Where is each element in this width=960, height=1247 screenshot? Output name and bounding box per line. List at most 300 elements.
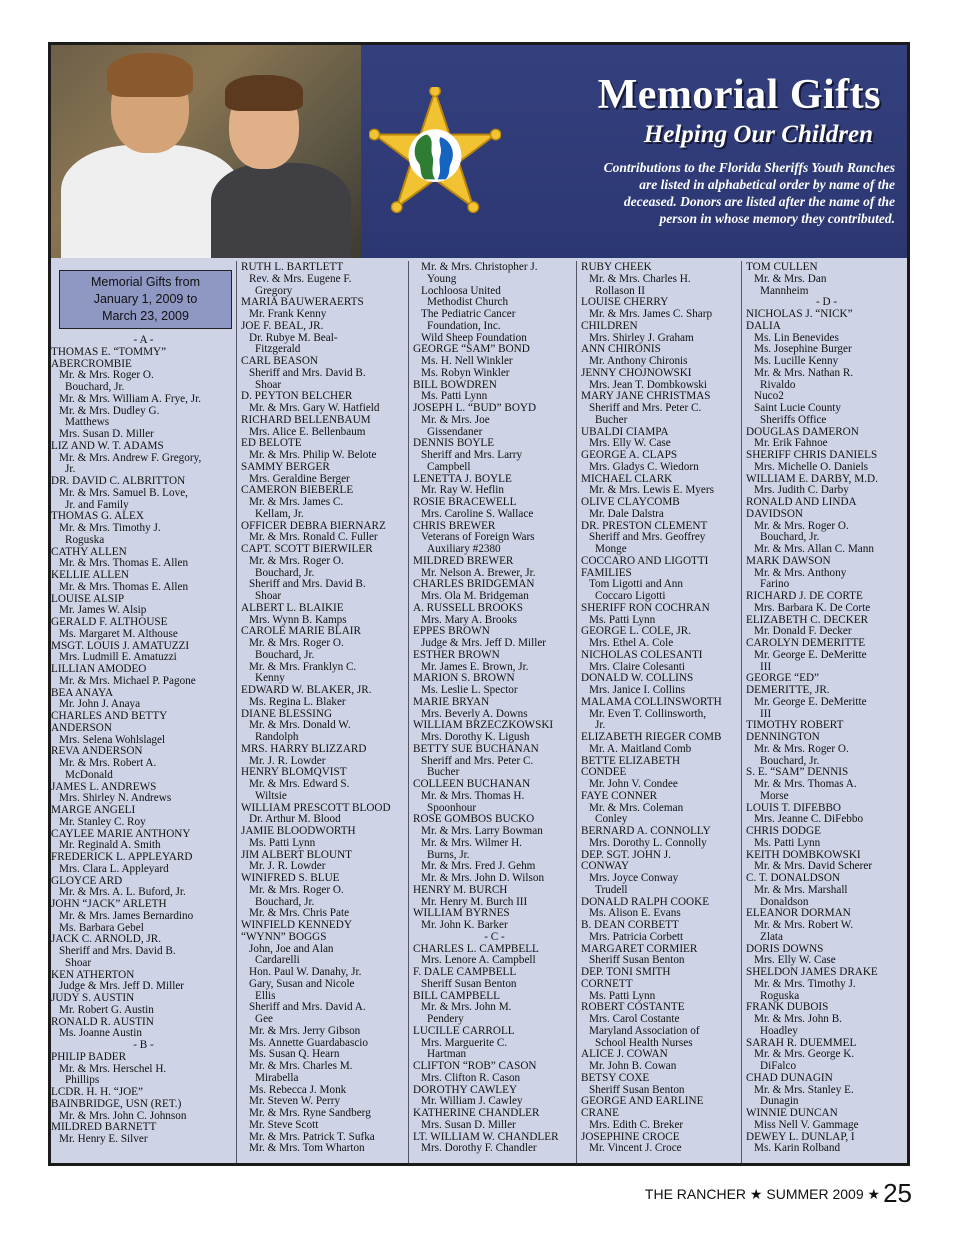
deceased-name: KELLIE ALLEN bbox=[51, 569, 129, 581]
donor-name: Mrs. Dorothy L. Connolly bbox=[589, 836, 707, 849]
page-subtitle: Helping Our Children bbox=[643, 121, 873, 148]
deceased-name: RUTH L. BARTLETT bbox=[241, 261, 344, 273]
donor-name: Mr. & Mrs. William A. Frye, Jr. bbox=[59, 392, 201, 405]
deceased-name: KEITH DOMBKOWSKI bbox=[746, 848, 861, 861]
donor-name: Rev. & Mrs. Eugene F. bbox=[249, 272, 352, 285]
donor-name: Mr. & Mrs. Fred J. Gehm bbox=[421, 860, 536, 873]
donor-name: Judge & Mrs. Jeff D. Miller bbox=[59, 980, 185, 993]
donor-name: Mr. & Mrs. Samuel B. Love, bbox=[59, 486, 188, 499]
donor-continuation: Rivaldo bbox=[760, 378, 796, 391]
donor-name: Ms. Patti Lynn bbox=[589, 989, 656, 1002]
donor-name: Judge & Mrs. Jeff D. Miller bbox=[421, 637, 547, 649]
donor-name: Mr. John K. Barker bbox=[421, 919, 508, 931]
deceased-name: DALIA bbox=[746, 319, 781, 332]
donor-continuation: Farino bbox=[760, 578, 790, 591]
donor-continuation: Jr. bbox=[65, 463, 76, 476]
donor-continuation: Donaldson bbox=[760, 895, 809, 908]
deceased-name: CAMERON BIEBERLE bbox=[241, 484, 354, 497]
donor-name: Mr. & Mrs. David Scherer bbox=[754, 860, 873, 873]
donor-name: Sheriff Susan Benton bbox=[589, 1083, 685, 1096]
deceased-name: SHERIFF CHRIS DANIELS bbox=[746, 449, 878, 461]
deceased-name: BETTY SUE BUCHANAN bbox=[413, 742, 539, 755]
donor-name: Mr. & Mrs. Nathan R. bbox=[754, 366, 854, 379]
deceased-name: CHRIS DODGE bbox=[746, 825, 821, 837]
donor-name: Mr. & Mrs. A. L. Buford, Jr. bbox=[59, 886, 186, 899]
deceased-name: SHERIFF RON COCHRAN bbox=[581, 601, 710, 614]
donor-continuation: Spoonhour bbox=[427, 801, 477, 814]
deceased-name: ELIZABETH RIEGER COMB bbox=[581, 731, 722, 743]
deceased-name: GEORGE “SAM” BOND bbox=[413, 343, 530, 356]
section-letter: - D - bbox=[815, 296, 838, 309]
donor-continuation: Foundation, Inc. bbox=[427, 319, 501, 332]
donor-name: Mrs. Wynn B. Kamps bbox=[249, 613, 347, 626]
deceased-name: DR. DAVID C. ALBRITTON bbox=[51, 475, 186, 487]
deceased-name: GEORGE “ED” bbox=[746, 672, 820, 685]
donor-name: Mrs. Claire Colesanti bbox=[589, 660, 686, 673]
deceased-name: KEN ATHERTON bbox=[51, 968, 135, 981]
donor-continuation: Bouchard, Jr. bbox=[255, 895, 315, 908]
donor-name: Mr. Nelson A. Brewer, Jr. bbox=[421, 566, 536, 579]
donor-name: Mrs. Ethel A. Cole bbox=[589, 637, 674, 649]
deceased-name: MARY JANE CHRISTMAS bbox=[581, 390, 711, 403]
donor-continuation: Bouchard, Jr. bbox=[255, 566, 315, 579]
donor-name: Mr. & Mrs. Marshall bbox=[754, 883, 848, 896]
donor-name: Sheriff and Mrs. Geoffrey bbox=[589, 531, 706, 544]
deceased-name: DONALD RALPH COOKE bbox=[581, 895, 710, 908]
deceased-name: GEORGE AND EARLINE bbox=[581, 1095, 704, 1108]
donor-name: Ms. Joanne Austin bbox=[59, 1027, 142, 1040]
donor-continuation: Ellis bbox=[255, 989, 276, 1002]
memorial-listing bbox=[51, 261, 907, 1163]
deceased-name: ROBERT COSTANTE bbox=[581, 1001, 685, 1014]
deceased-name: S. E. “SAM” DENNIS bbox=[746, 766, 849, 779]
donor-continuation: Sheriffs Office bbox=[760, 413, 827, 426]
donor-continuation: Wiltsie bbox=[255, 789, 287, 802]
donor-name: Ms. Karin Rolband bbox=[754, 1142, 841, 1155]
donor-name: Ms. Annette Guardabascio bbox=[249, 1036, 368, 1049]
donor-continuation: Kenny bbox=[255, 672, 285, 685]
deceased-name: ELIZABETH C. DECKER bbox=[746, 613, 869, 626]
donor-name: Ms. Susan Q. Hearn bbox=[249, 1048, 340, 1061]
deceased-name: ED BELOTE bbox=[241, 437, 302, 450]
deceased-name: ROSIE BRACEWELL bbox=[413, 496, 517, 508]
donor-name: Mrs. Barbara K. De Corte bbox=[754, 601, 871, 614]
donor-name: Mrs. Jean T. Dombkowski bbox=[589, 378, 707, 391]
deceased-name: MARION S. BROWN bbox=[413, 672, 515, 685]
deceased-name: WILLIAM BYRNES bbox=[413, 907, 510, 920]
deceased-name: OFFICER DEBRA BIERNARZ bbox=[241, 519, 386, 532]
deceased-name: RUBY CHEEK bbox=[581, 261, 652, 273]
donor-name: Veterans of Foreign Wars bbox=[421, 531, 535, 544]
deceased-name: DENNINGTON bbox=[746, 731, 820, 743]
deceased-name: LOUISE CHERRY bbox=[581, 296, 669, 309]
donor-name: Ms. Leslie L. Spector bbox=[421, 684, 518, 696]
header-banner bbox=[51, 45, 907, 258]
donor-name: Mr. & Mrs. Joe bbox=[421, 413, 490, 426]
donor-name: Mr. & Mrs. Timothy J. bbox=[754, 977, 856, 990]
donor-name: Mr. & Mrs. Christopher J. bbox=[421, 261, 538, 273]
deceased-name: JOE F. BEAL, JR. bbox=[241, 319, 324, 332]
donor-name: Mr. & Mrs. Robert A. bbox=[59, 757, 157, 769]
donor-name: Mr. Stanley C. Roy bbox=[59, 815, 146, 828]
donor-name: Mr. & Mrs. Lewis E. Myers bbox=[589, 484, 714, 497]
deceased-name: ELEANOR DORMAN bbox=[746, 907, 851, 920]
section-letter: - A - bbox=[133, 334, 154, 346]
donor-name: Mrs. Geraldine Berger bbox=[249, 472, 350, 485]
donor-continuation: Conley bbox=[595, 813, 628, 826]
donor-name: Mr. William J. Cawley bbox=[421, 1095, 523, 1108]
donor-name: Ms. Patti Lynn bbox=[249, 836, 316, 849]
deceased-name: BAINBRIDGE, USN (RET.) bbox=[51, 1097, 182, 1110]
donor-name: Mr. John J. Anaya bbox=[59, 698, 141, 711]
donor-continuation: Coccaro Ligotti bbox=[595, 590, 666, 602]
deceased-name: WINNIE DUNCAN bbox=[746, 1107, 838, 1119]
deceased-name: LCDR. H. H. “JOE” bbox=[51, 1086, 143, 1098]
donor-name: Mrs. Ola M. Bridgeman bbox=[421, 590, 529, 602]
donor-name: Mr. Reginald A. Smith bbox=[59, 839, 161, 852]
donor-name: Mrs. Elly W. Case bbox=[754, 954, 836, 967]
deceased-name: FAMILIES bbox=[581, 566, 632, 579]
deceased-name: DONALD W. COLLINS bbox=[581, 672, 694, 685]
donor-name: Mrs. Janice I. Collins bbox=[589, 684, 686, 696]
donor-name: Mr. & Mrs. Gary W. Hatfield bbox=[249, 402, 380, 414]
donor-name: Mr. Henry E. Silver bbox=[59, 1133, 148, 1145]
deceased-name: DR. PRESTON CLEMENT bbox=[581, 519, 708, 532]
donor-name: Mr. J. R. Lowder bbox=[249, 754, 326, 767]
deceased-name: LIZ AND W. T. ADAMS bbox=[51, 439, 164, 452]
donor-name: Mrs. Patricia Corbett bbox=[589, 930, 684, 943]
donor-continuation: Methodist Church bbox=[427, 296, 509, 309]
deceased-name: MRS. HARRY BLIZZARD bbox=[241, 742, 367, 755]
deceased-name: DOUGLAS DAMERON bbox=[746, 425, 859, 438]
deceased-name: ROSE GOMBOS BUCKO bbox=[413, 813, 535, 826]
donor-name: Mr. & Mrs. Patrick T. Sufka bbox=[249, 1130, 375, 1143]
donor-continuation: Gee bbox=[255, 1013, 274, 1025]
donor-continuation: Young bbox=[427, 272, 457, 285]
deceased-name: DEP. SGT. JOHN J. bbox=[581, 848, 671, 861]
deceased-name: NICHOLAS J. “NICK” bbox=[746, 308, 853, 320]
donor-name: Dr. Rubye M. Beal- bbox=[249, 331, 338, 344]
donor-name: Mr. & Mrs. Coleman bbox=[589, 801, 684, 814]
donor-continuation: Morse bbox=[760, 789, 789, 802]
donor-continuation: Zlata bbox=[760, 930, 783, 943]
section-letter: - C - bbox=[484, 930, 505, 943]
donor-name: Mr. & Mrs. Roger O. bbox=[249, 883, 344, 896]
donor-name: Mr. & Mrs. Stanley E. bbox=[754, 1083, 854, 1096]
donor-continuation: Cardarelli bbox=[255, 954, 300, 967]
deceased-name: FREDERICK L. APPLEYARD bbox=[51, 851, 193, 863]
donor-continuation: Jr. and Family bbox=[65, 498, 129, 511]
donor-name: Ms. H. Nell Winkler bbox=[421, 355, 513, 367]
deceased-name: OLIVE CLAYCOMB bbox=[581, 496, 680, 508]
donor-name: Mrs. Lenore A. Campbell bbox=[421, 954, 536, 967]
deceased-name: DENNIS BOYLE bbox=[413, 437, 495, 450]
donor-name: Mr. & Mrs. George K. bbox=[754, 1048, 855, 1061]
deceased-name: JACK C. ARNOLD, JR. bbox=[51, 933, 162, 946]
deceased-name: A. RUSSELL BROOKS bbox=[413, 601, 523, 614]
donor-name: Ms. Regina L. Blaker bbox=[249, 695, 346, 708]
deceased-name: BETSY COXE bbox=[581, 1071, 650, 1084]
deceased-name: CORNETT bbox=[581, 977, 633, 990]
deceased-name: CAPT. SCOTT BIERWILER bbox=[241, 543, 373, 555]
deceased-name: CAROLYN DEMERITTE bbox=[746, 637, 866, 649]
donor-continuation: Bouchard, Jr. bbox=[255, 648, 315, 661]
deceased-name: DIANE BLESSING bbox=[241, 707, 333, 720]
donor-name: Mr. Erik Fahnoe bbox=[754, 437, 828, 450]
donor-name: The Pediatric Cancer bbox=[421, 308, 516, 320]
deceased-name: DEMERITTE, JR. bbox=[746, 684, 830, 696]
date-range-box: Memorial Gifts from January 1, 2009 to March 23, 2009 bbox=[59, 270, 232, 329]
deceased-name: HENRY M. BURCH bbox=[413, 883, 508, 896]
deceased-name: LENETTA J. BOYLE bbox=[413, 472, 512, 485]
donor-name: Mrs. Ludmill E. Amatuzzi bbox=[59, 651, 177, 664]
deceased-name: MILDRED BARNETT bbox=[51, 1121, 157, 1134]
donor-name: Ms. Lin Benevides bbox=[754, 331, 839, 344]
deceased-name: JIM ALBERT BLOUNT bbox=[241, 848, 352, 861]
deceased-name: WILLIAM PRESCOTT BLOOD bbox=[241, 801, 391, 814]
donor-name: Sheriff and Mrs. Larry bbox=[421, 449, 523, 461]
page-title: Memorial Gifts bbox=[597, 72, 881, 118]
donor-name: Tom Ligotti and Ann bbox=[589, 578, 683, 591]
listing-column-4 bbox=[577, 261, 742, 1163]
donor-name: Sheriff and Mrs. David A. bbox=[249, 1001, 366, 1014]
donor-name: Mr. & Mrs. Ronald C. Fuller bbox=[249, 531, 378, 544]
deceased-name: UBALDI CIAMPA bbox=[581, 425, 669, 438]
donor-name: Mr. & Mrs. Roger O. bbox=[59, 369, 154, 382]
donor-name: Mrs. Joyce Conway bbox=[589, 872, 679, 884]
donor-name: Lochloosa United bbox=[421, 284, 501, 297]
donor-name: Mr. & Mrs. John B. bbox=[754, 1013, 842, 1025]
deceased-name: TIMOTHY ROBERT bbox=[746, 719, 844, 732]
donor-name: Mr. & Mrs. Philip W. Belote bbox=[249, 449, 377, 461]
deceased-name: MARGE ANGELI bbox=[51, 804, 136, 816]
donor-name: Mr. & Mrs. Robert W. bbox=[754, 919, 854, 931]
deceased-name: MSGT. LOUIS J. AMATUZZI bbox=[51, 639, 190, 652]
deceased-name: BILL BOWDREN bbox=[413, 378, 497, 391]
donor-name: Mr. & Mrs. Timothy J. bbox=[59, 522, 161, 534]
deceased-name: FAYE CONNER bbox=[581, 789, 658, 802]
donor-name: Mr. Dale Dalstra bbox=[589, 507, 664, 520]
deceased-name: DAVIDSON bbox=[746, 507, 803, 520]
donor-name: Mrs. Gladys C. Wiedorn bbox=[589, 460, 699, 473]
donor-name: Mr. & Mrs. Herschel H. bbox=[59, 1062, 167, 1075]
deceased-name: JAMIE BLOODWORTH bbox=[241, 825, 356, 837]
donor-name: Mr. Steve Scott bbox=[249, 1118, 319, 1131]
donor-name: Mr. & Mrs. Roger O. bbox=[249, 637, 344, 649]
donor-continuation: DiFalco bbox=[760, 1060, 797, 1072]
deceased-name: JENNY CHOJNOWSKI bbox=[581, 366, 692, 379]
donor-name: Sheriff and Mrs. Peter C. bbox=[421, 754, 534, 767]
donor-continuation: III bbox=[760, 660, 772, 673]
deceased-name: LT. WILLIAM W. CHANDLER bbox=[413, 1130, 559, 1143]
donor-continuation: Gregory bbox=[255, 284, 293, 297]
donor-name: Mr. & Mrs. Ryne Sandberg bbox=[249, 1107, 371, 1119]
donor-name: Mr. & Mrs. Allan C. Mann bbox=[754, 543, 874, 555]
deceased-name: RICHARD J. DE CORTE bbox=[746, 590, 863, 602]
donor-continuation: Roguska bbox=[65, 533, 105, 546]
donor-name: Mr. & Mrs. Anthony bbox=[754, 566, 847, 579]
deceased-name: JOSEPH L. “BUD” BOYD bbox=[413, 402, 537, 414]
donor-continuation: Campbell bbox=[427, 460, 471, 473]
memorial-gifts-page bbox=[48, 42, 910, 1166]
donor-name: Ms. Margaret M. Althouse bbox=[59, 627, 178, 640]
donor-name: Mr. & Mrs. Chris Pate bbox=[249, 907, 350, 920]
children-photo bbox=[51, 45, 361, 258]
deceased-name: ESTHER BROWN bbox=[413, 648, 500, 661]
donor-name: Mr. Even T. Collinsworth, bbox=[589, 707, 707, 720]
page-number: 25 bbox=[883, 1178, 912, 1208]
donor-name: Ms. Rebecca J. Monk bbox=[249, 1083, 347, 1096]
donor-name: Mrs. Shirley J. Graham bbox=[589, 331, 694, 344]
donor-name: Mrs. Shirley N. Andrews bbox=[59, 792, 172, 805]
donor-name: Mr. & Mrs. John M. bbox=[421, 1001, 512, 1014]
deceased-name: WILLIAM BRZECZKOWSKI bbox=[413, 719, 554, 732]
page-footer bbox=[645, 1178, 912, 1209]
donor-name: Mr. & Mrs. Roger O. bbox=[249, 554, 344, 567]
donor-name: Ms. Barbara Gebel bbox=[59, 921, 144, 934]
deceased-name: CATHY ALLEN bbox=[51, 545, 127, 558]
donor-name: Mr. & Mrs. Andrew F. Gregory, bbox=[59, 451, 202, 464]
donor-continuation: Phillips bbox=[65, 1074, 100, 1087]
donor-name: Ms. Josephine Burger bbox=[754, 343, 852, 356]
donor-name: Mrs. Clifton R. Cason bbox=[421, 1071, 521, 1084]
deceased-name: D. PEYTON BELCHER bbox=[241, 390, 353, 403]
donor-name: Nuco2 bbox=[754, 390, 784, 403]
deceased-name: GEORGE A. CLAPS bbox=[581, 449, 678, 461]
donor-name: Mr. Donald F. Decker bbox=[754, 625, 852, 638]
deceased-name: CONDEE bbox=[581, 766, 627, 779]
donor-name: Mr. James E. Brown, Jr. bbox=[421, 660, 529, 673]
deceased-name: PHILIP BADER bbox=[51, 1050, 127, 1063]
donor-name: Mr. & Mrs. Franklyn C. bbox=[249, 660, 357, 673]
donor-continuation: Fitzgerald bbox=[255, 343, 301, 356]
donor-name: Mrs. Dorothy K. Ligush bbox=[421, 731, 530, 743]
donor-continuation: Bouchard, Jr. bbox=[65, 381, 125, 393]
donor-continuation: Bouchard, Jr. bbox=[760, 754, 820, 767]
deceased-name: FRANK DUBOIS bbox=[746, 1001, 829, 1014]
donor-name: Mr. George E. DeMeritte bbox=[754, 695, 867, 708]
deceased-name: THOMAS E. “TOMMY” bbox=[51, 345, 167, 358]
donor-name: Mr. & Mrs. Michael P. Pagone bbox=[59, 674, 196, 687]
donor-name: Mrs. Selena Wohlslagel bbox=[59, 733, 166, 746]
deceased-name: ALICE J. COWAN bbox=[581, 1048, 668, 1061]
donor-name: Mr. & Mrs. Thomas H. bbox=[421, 789, 525, 802]
deceased-name: CRANE bbox=[581, 1107, 619, 1119]
donor-name: Mr. & Mrs. Roger O. bbox=[754, 742, 849, 755]
deceased-name: CHAD DUNAGIN bbox=[746, 1071, 833, 1084]
deceased-name: GERALD F. ALTHOUSE bbox=[51, 616, 168, 628]
donor-continuation: Kellam, Jr. bbox=[255, 507, 304, 520]
donor-name: Mr. Henry M. Burch III bbox=[421, 895, 528, 908]
deceased-name: LUCILLE CARROLL bbox=[413, 1024, 515, 1037]
donor-name: Hon. Paul W. Danahy, Jr. bbox=[249, 966, 362, 978]
donor-name: Ms. Patti Lynn bbox=[754, 836, 821, 849]
deceased-name: COLLEEN BUCHANAN bbox=[413, 778, 531, 790]
deceased-name: CAYLEE MARIE ANTHONY bbox=[51, 827, 191, 840]
deceased-name: CLIFTON “ROB” CASON bbox=[413, 1060, 537, 1072]
deceased-name: HENRY BLOMQVIST bbox=[241, 766, 347, 779]
deceased-name: CARL BEASON bbox=[241, 355, 318, 367]
donor-name: Sheriff and Mrs. David B. bbox=[249, 366, 366, 379]
listing-column-2 bbox=[237, 261, 409, 1163]
donor-continuation: Pendery bbox=[427, 1013, 464, 1025]
donor-name: Gary, Susan and Nicole bbox=[249, 977, 355, 990]
donor-name: Mr. & Mrs. John C. Johnson bbox=[59, 1109, 187, 1122]
deceased-name: BETTE ELIZABETH bbox=[581, 754, 681, 767]
listing-column-3 bbox=[409, 261, 577, 1163]
deceased-name: MARGARET CORMIER bbox=[581, 942, 698, 955]
donor-name: Mr. & Mrs. John D. Wilson bbox=[421, 872, 545, 884]
deceased-name: DOROTHY CAWLEY bbox=[413, 1083, 518, 1096]
deceased-name: ALBERT L. BLAIKIE bbox=[241, 601, 344, 614]
deceased-name: F. DALE CAMPBELL bbox=[413, 966, 517, 978]
donor-continuation: Matthews bbox=[65, 416, 110, 429]
donor-name: Mrs. Elly W. Case bbox=[589, 437, 671, 450]
donor-name: Mrs. Carol Costante bbox=[589, 1013, 680, 1025]
deceased-name: RICHARD BELLENBAUM bbox=[241, 413, 371, 426]
donor-name: Mrs. Susan D. Miller bbox=[421, 1118, 516, 1131]
donor-name: Mrs. Caroline S. Wallace bbox=[421, 507, 534, 520]
donor-name: Mr. Robert G. Austin bbox=[59, 1003, 154, 1016]
donor-name: Mr. & Mrs. Thomas A. bbox=[754, 778, 857, 790]
deceased-name: MICHAEL CLARK bbox=[581, 472, 673, 485]
donor-name: Mrs. Jeanne C. DiFebbo bbox=[754, 813, 864, 826]
deceased-name: RONALD AND LINDA bbox=[746, 496, 857, 508]
deceased-name: CHILDREN bbox=[581, 319, 638, 332]
deceased-name: RONALD R. AUSTIN bbox=[51, 1015, 154, 1028]
deceased-name: ANN CHIRONIS bbox=[581, 343, 661, 356]
donor-continuation: Jr. bbox=[595, 719, 606, 732]
donor-name: Miss Nell V. Gammage bbox=[754, 1118, 859, 1131]
deceased-name: WINIFRED S. BLUE bbox=[241, 872, 340, 884]
deceased-name: CHRIS BREWER bbox=[413, 519, 496, 532]
donor-continuation: Burns, Jr. bbox=[427, 848, 470, 861]
donor-continuation: Monge bbox=[595, 543, 627, 555]
deceased-name: EPPES BROWN bbox=[413, 625, 490, 638]
donor-name: Mr. Steven W. Perry bbox=[249, 1095, 341, 1108]
deceased-name: GEORGE L. COLE, JR. bbox=[581, 625, 692, 638]
donor-name: Mr. A. Maitland Comb bbox=[589, 742, 692, 755]
donor-name: Saint Lucie County bbox=[754, 402, 842, 414]
donor-continuation: Auxiliary #2380 bbox=[427, 543, 501, 555]
donor-name: Mr. Anthony Chironis bbox=[589, 355, 688, 367]
donor-name: Ms. Patti Lynn bbox=[589, 613, 656, 626]
donor-name: John, Joe and Alan bbox=[249, 942, 334, 955]
donor-name: Mr. & Mrs. Edward S. bbox=[249, 778, 350, 790]
deceased-name: EDWARD W. BLAKER, JR. bbox=[241, 684, 372, 696]
donor-continuation: Bucher bbox=[595, 413, 628, 426]
donor-name: Mr. John B. Cowan bbox=[589, 1060, 677, 1072]
donor-continuation: Dunagin bbox=[760, 1095, 799, 1108]
donor-name: Mr. & Mrs. James C. Sharp bbox=[589, 308, 713, 320]
deceased-name: CHARLES L. CAMPBELL bbox=[413, 942, 539, 955]
donor-name: Mrs. Marguerite C. bbox=[421, 1036, 508, 1049]
deceased-name: TOM CULLEN bbox=[746, 261, 818, 273]
donor-name: Mr. & Mrs. Larry Bowman bbox=[421, 825, 543, 837]
listing-column-1 bbox=[51, 261, 237, 1163]
donor-continuation: Bouchard, Jr. bbox=[760, 531, 820, 544]
deceased-name: MARIE BRYAN bbox=[413, 695, 490, 708]
donor-name: Mrs. Alice E. Bellenbaum bbox=[249, 425, 366, 438]
deceased-name: LOUISE ALSIP bbox=[51, 592, 125, 605]
donor-name: Mr. & Mrs. Thomas E. Allen bbox=[59, 580, 189, 593]
donor-name: Ms. Alison E. Evans bbox=[589, 907, 681, 920]
donor-continuation: Bucher bbox=[427, 766, 460, 779]
deceased-name: “WYNN” BOGGS bbox=[241, 930, 327, 943]
deceased-name: DEP. TONI SMITH bbox=[581, 966, 671, 978]
deceased-name: BERNARD A. CONNOLLY bbox=[581, 825, 711, 837]
deceased-name: LILLIAN AMODEO bbox=[51, 663, 147, 675]
